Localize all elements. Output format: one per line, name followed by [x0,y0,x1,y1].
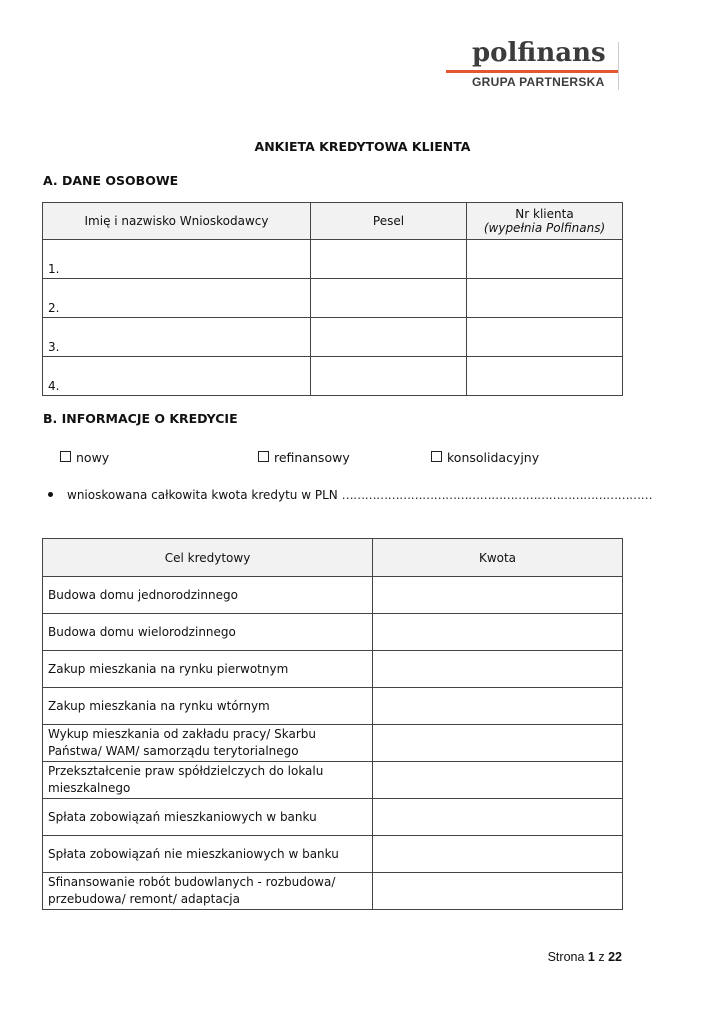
pesel-cell[interactable] [311,240,467,279]
credit-purpose-cell: Budowa domu jednorodzinnego [43,577,373,614]
client-number-cell[interactable] [467,318,623,357]
credit-purpose-cell: Spłata zobowiązań nie mieszkaniowych w banku [43,836,373,873]
logo-subtitle: GRUPA PARTNERSKA [472,75,605,89]
table-row [43,762,623,799]
table-row [43,614,623,651]
credit-purpose-cell: Przekształcenie praw spółdzielczych do lokalu mieszkalnego [43,762,373,799]
logo-underline [446,70,618,73]
table-row [43,836,623,873]
requested-amount-label: wnioskowana całkowita kwota kredytu w PLN [67,488,338,502]
pesel-cell[interactable] [311,318,467,357]
table-row [43,799,623,836]
table-row [43,240,623,279]
header-client-number: Nr klienta (wypełnia Polfinans) [467,203,623,240]
section-b-heading: B. INFORMACJE O KREDYCIE [43,411,238,426]
amount-cell[interactable] [373,725,623,762]
applicant-name-cell[interactable]: 3. [43,318,311,357]
table-row [43,688,623,725]
logo-wordmark: polfnans [472,38,606,68]
header-applicant-name: Imię i nazwisko Wnioskodawcy [43,203,311,240]
checkbox-icon[interactable] [60,451,71,462]
option-nowy[interactable]: nowy [60,450,109,465]
amount-cell[interactable] [373,836,623,873]
client-number-cell[interactable] [467,279,623,318]
credit-purpose-cell: Zakup mieszkania na rynku pierwotnym [43,651,373,688]
amount-cell[interactable] [373,577,623,614]
amount-cell[interactable] [373,614,623,651]
amount-cell[interactable] [373,762,623,799]
table-header-row [43,539,623,577]
pesel-cell[interactable] [311,357,467,396]
applicant-name-cell[interactable]: 4. [43,357,311,396]
logo-divider [618,42,619,90]
table-row [43,651,623,688]
client-number-cell[interactable] [467,240,623,279]
checkbox-icon[interactable] [431,451,442,462]
table-row [43,318,623,357]
client-number-cell[interactable] [467,357,623,396]
credit-purpose-cell: Budowa domu wielorodzinnego [43,614,373,651]
requested-amount-line [48,488,652,502]
amount-cell[interactable] [373,799,623,836]
page-title: ANKIETA KREDYTOWA KLIENTA [254,139,471,154]
credit-purpose-cell: Wykup mieszkania od zakładu pracy/ Skarbu Państwa/ WAM/ samorządu terytorialnego [43,725,373,762]
checkbox-icon[interactable] [258,451,269,462]
amount-cell[interactable] [373,873,623,910]
credit-purpose-table [42,538,623,910]
personal-data-table [42,202,623,396]
header-amount: Kwota [373,539,623,577]
amount-cell[interactable] [373,688,623,725]
applicant-name-cell[interactable]: 2. [43,279,311,318]
applicant-name-cell[interactable]: 1. [43,240,311,279]
pesel-cell[interactable] [311,279,467,318]
page-number: Strona 1 z 22 [547,950,622,964]
header-credit-purpose: Cel kredytowy [43,539,373,577]
client-number-note: (wypełnia Polfinans) [483,221,606,235]
credit-purpose-cell: Spłata zobowiązań mieszkaniowych w banku [43,799,373,836]
option-refinansowy[interactable]: refinansowy [258,450,350,465]
table-row [43,873,623,910]
table-row [43,357,623,396]
bullet-icon [48,492,53,497]
table-row [43,577,623,614]
polfinans-logo [446,38,620,90]
table-header-row [43,203,623,240]
section-a-heading: A. DANE OSOBOWE [43,173,179,188]
table-row [43,279,623,318]
credit-purpose-cell: Zakup mieszkania na rynku wtórnym [43,688,373,725]
option-konsolidacyjny[interactable]: konsolidacyjny [431,450,539,465]
credit-purpose-cell: Sfinansowanie robót budowlanych - rozbudowa/ przebudowa/ remont/ adaptacja [43,873,373,910]
header-pesel: Pesel [311,203,467,240]
requested-amount-field[interactable]: ……………………………………………………………………… [341,488,653,502]
table-row [43,725,623,762]
amount-cell[interactable] [373,651,623,688]
